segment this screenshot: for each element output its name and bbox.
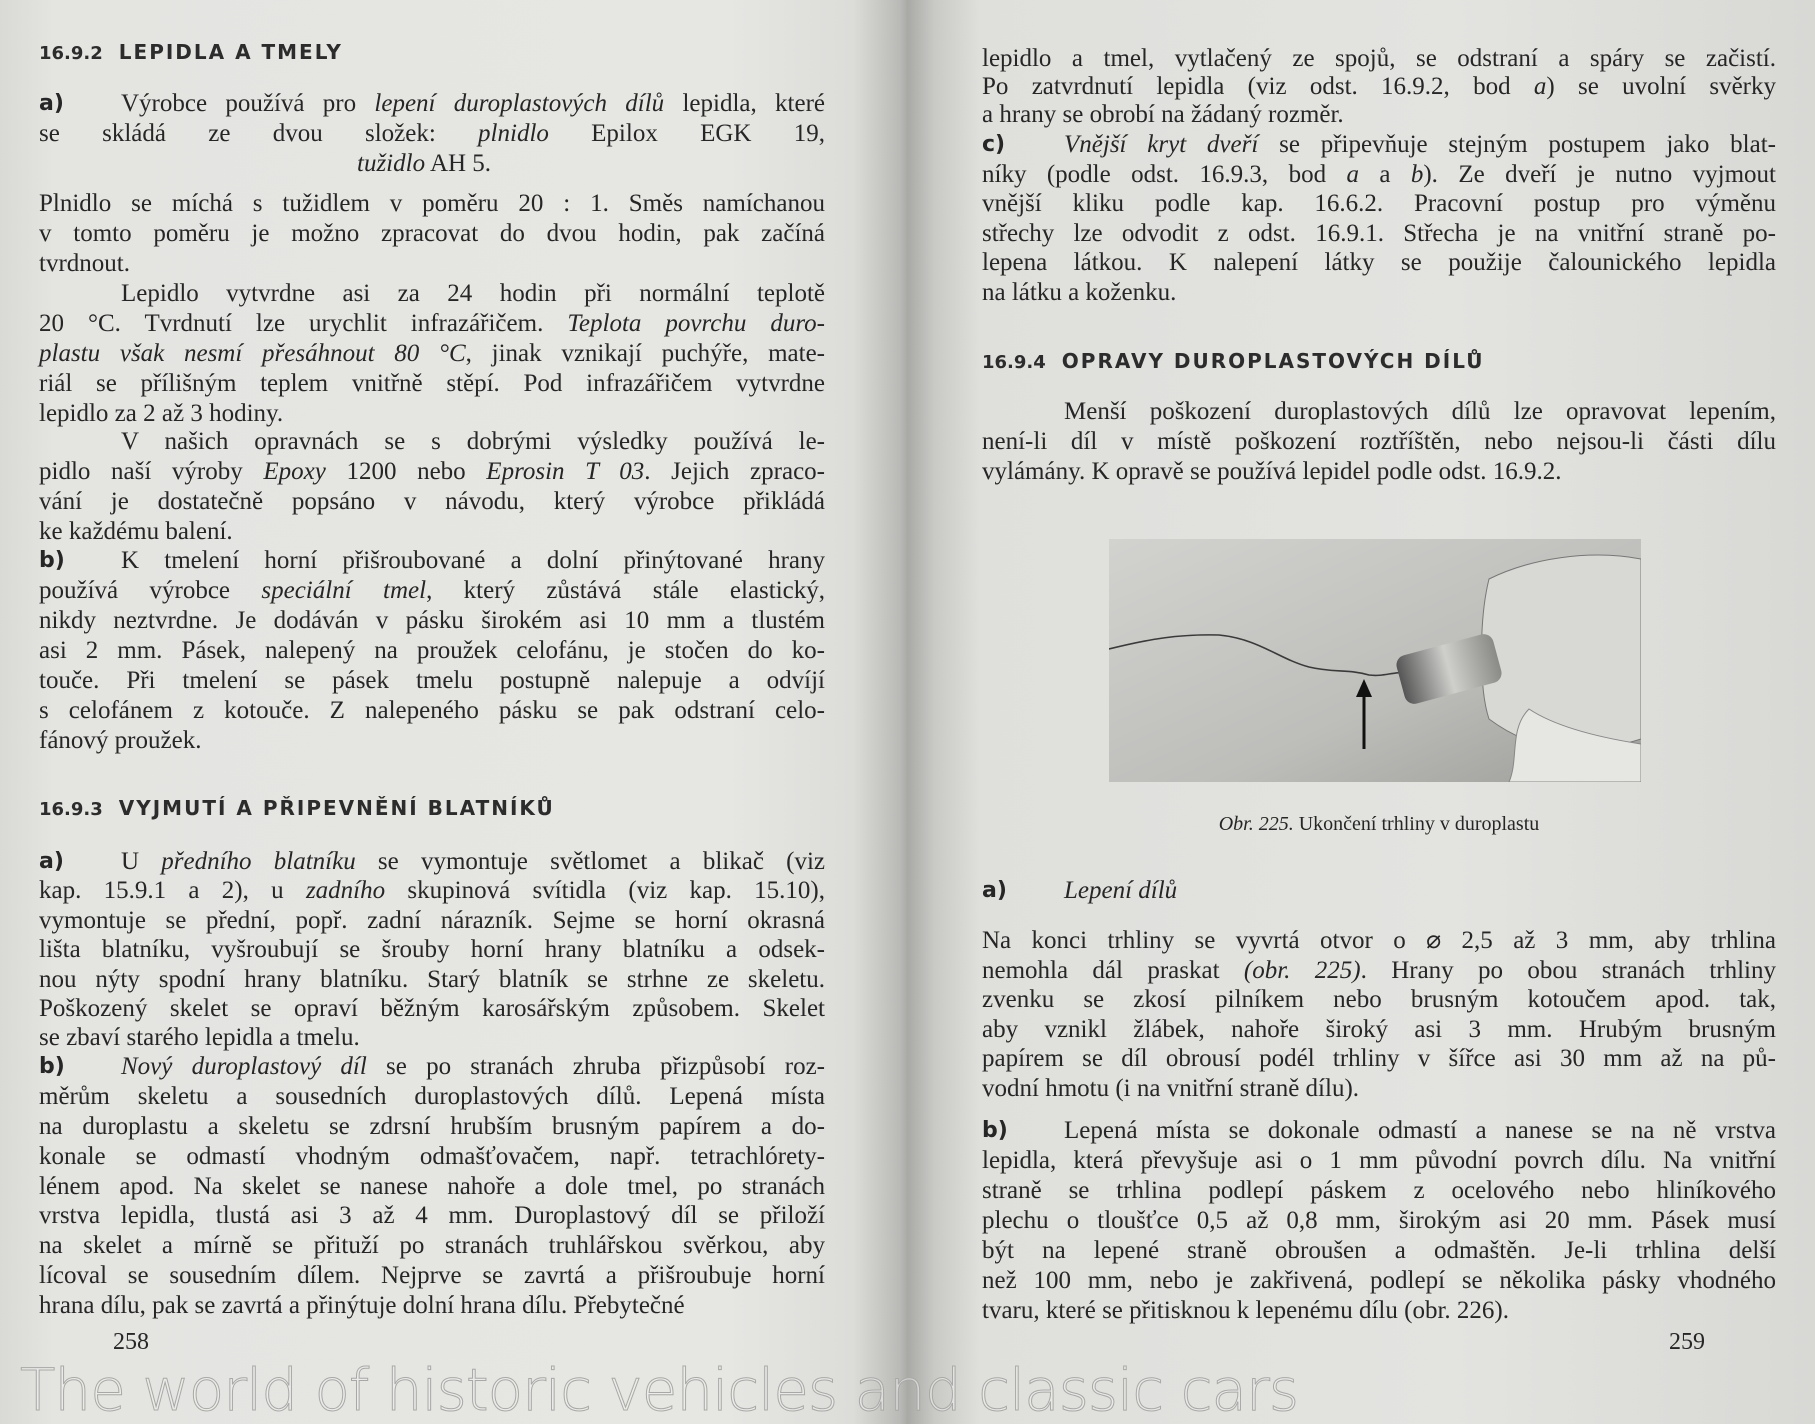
text: vání je dostatečně popsáno v návodu, který výrobce přikládá [39, 488, 825, 515]
section-heading [39, 794, 825, 822]
text-line [982, 1044, 1776, 1074]
text-line [982, 248, 1776, 278]
text-line [982, 926, 1776, 956]
text-line [39, 636, 825, 666]
text: se vymontuje světlomet a blikač (viz [355, 848, 825, 875]
text-line [39, 965, 825, 994]
text-line [39, 606, 825, 636]
section-title: OPRAVY DUROPLASTOVÝCH DÍLŮ [1061, 349, 1485, 373]
text-line [39, 487, 825, 517]
item-label: a) [39, 849, 64, 874]
text: . Jejich zpraco- [644, 458, 825, 485]
text-line [39, 935, 825, 964]
italic-text: předního blatníku [161, 848, 356, 875]
text: na skelet a mírně se přituží po stranách truhlářskou svěrkou, aby [39, 1232, 825, 1260]
text-line [39, 219, 825, 249]
text: a hrany se obrobí na žádaný rozměr. [982, 101, 1344, 128]
text: zvenku se zkosí pilníkem nebo brusným kotoučem apod. tak, [982, 986, 1776, 1014]
text-line [982, 1266, 1776, 1296]
text: se připevňuje stejným postupem jako blat- [1258, 131, 1776, 158]
paragraph [39, 279, 825, 429]
italic-text: Obr. 225. [1218, 813, 1294, 835]
text: Plnidlo se míchá s tužidlem v poměru 20 : 1. Směs namíchanou [39, 190, 825, 217]
paragraph [39, 189, 825, 279]
italic-text: Lepení dílů [1064, 877, 1178, 904]
text: pidlo naší výroby [39, 458, 264, 485]
text-line [982, 1296, 1776, 1326]
text: fánový proužek. [39, 727, 202, 754]
text: , který zůstává stále elastický, [426, 577, 826, 604]
text: níky (podle odst. 16.9.3, bod [982, 160, 1347, 188]
text: tvrdnout. [39, 250, 130, 277]
italic-text: Nový duroplastový díl [121, 1053, 367, 1080]
text-line [39, 249, 825, 279]
text: skupinová svítidla (viz kap. 15.10), [385, 877, 825, 905]
item-label: b) [982, 1118, 1008, 1143]
text: Epilox EGK 19, [548, 120, 825, 147]
italic-text: Epoxy [263, 458, 326, 485]
text: tvaru, které se přitisknou k lepenému dílu (obr. 226). [982, 1297, 1509, 1324]
text-line [982, 1074, 1776, 1104]
text: Menší poškození duroplastových dílů lze opravovat lepením, [1064, 398, 1776, 425]
paragraph [39, 847, 825, 1053]
section-number: 16.9.3 [39, 799, 103, 820]
text-line [39, 546, 825, 576]
text: Ukončení trhliny v duroplastu [1293, 813, 1540, 835]
text-line [982, 876, 1776, 906]
italic-text: Vnější kryt dveří [1064, 131, 1259, 158]
text: vymontuje se přední, popř. zadní nárazník. Sejme se horní okrasná [39, 906, 825, 934]
text-line [39, 279, 825, 309]
italic-text: plnidlo [478, 120, 549, 147]
italic-text: a [1346, 160, 1359, 188]
text: Lepidlo vytvrdne asi za 24 hodin při normální teplotě [121, 280, 825, 307]
text-line [982, 45, 1776, 73]
item-label: c) [982, 132, 1006, 157]
text-line [982, 160, 1776, 190]
text: Výrobce používá pro [121, 90, 375, 117]
text-line [39, 666, 825, 696]
text-line [39, 696, 825, 726]
text: kap. 15.9.1 a 2), u [39, 877, 306, 905]
text-line [982, 956, 1776, 986]
text-line [39, 726, 825, 756]
paragraph [39, 546, 825, 756]
text: , jinak vznikají puchýře, mate- [465, 340, 825, 367]
text: aby vznikl žlábek, nahoře široký asi 3 mm. Hrubým brusným [982, 1015, 1776, 1043]
text: používá výrobce [39, 577, 262, 604]
text-line [39, 906, 825, 935]
text: lepidlo za 2 až 3 hodiny. [39, 400, 284, 427]
paragraph [982, 397, 1776, 487]
text: plechu o tloušťce 0,5 až 0,8 mm, širokým asi 20 mm. Pásek musí [982, 1207, 1776, 1234]
text: konale se odmastí vhodným odmašťovačem, např. tetrachlórety- [39, 1142, 825, 1170]
text: hrana dílu, pak se zavrtá a přinýtuje dolní hrana dílu. Přebytečné [39, 1292, 685, 1320]
text: na látku a koženku. [982, 278, 1177, 306]
text: lénem apod. Na skelet se nanese nahoře a dole tmel, po stranách [39, 1172, 825, 1200]
paragraph [982, 1116, 1776, 1326]
text-line [982, 1116, 1776, 1146]
page-number: 259 [1669, 1329, 1705, 1355]
text-line [982, 1206, 1776, 1236]
text-line [39, 576, 825, 606]
text: vnější kliku podle kap. 16.6.2. Pracovní postup pro výměnu [982, 190, 1776, 218]
text-line [39, 1261, 825, 1291]
italic-text: a [1533, 73, 1547, 100]
text-line [39, 339, 825, 369]
text-line [982, 397, 1776, 427]
crack-drill-photo [1109, 539, 1641, 782]
italic-text: b [1410, 160, 1424, 188]
text-line [39, 369, 825, 399]
text: lícoval se sousedním dílem. Nejprve se zavrtá a přišroubuje horní [39, 1262, 825, 1290]
text: riál se přílišným teplem vnitřně stěpí. Pod infrazářičem vytvrdne [39, 370, 825, 397]
text: touče. Při tmelení se pásek tmelu postupně nalepuje a odvíjí [39, 667, 825, 694]
text: ) se uvolní svěrky [1546, 73, 1776, 100]
text-line [39, 1023, 825, 1052]
text: 1200 nebo [325, 458, 487, 485]
text: lišta blatníku, vyšroubují se šrouby horní hrany blatníku a odsek- [39, 936, 825, 964]
section-title: VYJMUTÍ A PŘIPEVNĚNÍ BLATNÍKŮ [118, 796, 555, 820]
text-line [982, 427, 1776, 457]
text: V našich opravnách se s dobrými výsledky používá le- [121, 428, 825, 455]
text-line [39, 1082, 825, 1112]
item-label: a) [982, 878, 1007, 903]
text-line [39, 1172, 825, 1202]
text-line [39, 119, 825, 149]
text: vodní hmotu (i na vnitřní straně dílu). [982, 1074, 1360, 1102]
italic-text: Teplota povrchu duro- [567, 310, 825, 337]
section-number: 16.9.4 [982, 352, 1046, 373]
text-line [982, 1176, 1776, 1206]
item-label: a) [39, 91, 64, 116]
text: AH 5. [425, 150, 492, 177]
text: měrům skeletu a sousedních duroplastových dílů. Lepená místa [39, 1082, 825, 1110]
paragraph [39, 1052, 825, 1321]
text-line [39, 189, 825, 219]
text: lepena látkou. K nalepení látky se použije čalounického lepidla [982, 249, 1776, 277]
paragraph [982, 876, 1776, 906]
text: Po zatvrdnutí lepidla (viz odst. 16.9.2, bod [982, 73, 1534, 100]
text: střechy lze odvodit z odst. 16.9.1. Střecha je na vnitřní straně po- [982, 219, 1776, 247]
text-line [982, 278, 1776, 308]
text: K tmelení horní přišroubované a dolní přinýtované hrany [121, 547, 825, 574]
text-line [982, 219, 1776, 249]
italic-text: zadního [305, 877, 386, 905]
italic-text: speciální tmel [261, 577, 427, 604]
text-line [39, 1112, 825, 1142]
text-line [39, 1231, 825, 1261]
text: s celofánem z kotouče. Z nalepeného pásku se pak odstraní celo- [39, 697, 825, 724]
text: nemohla dál praskat [982, 956, 1244, 984]
text: U [121, 848, 162, 875]
text-line [39, 876, 825, 905]
text: ). Ze dveří je nutno vyjmout [1423, 160, 1776, 188]
text: Lepená místa se dokonale odmastí a nanese se na ně vrstva [1064, 1117, 1776, 1144]
paragraph [39, 89, 825, 179]
italic-text: Eprosin T 03 [486, 458, 645, 485]
text-line [39, 1142, 825, 1172]
text: . Hrany po obou stranách trhliny [1360, 956, 1777, 984]
text-line [39, 847, 825, 876]
text: lepidla, které [664, 90, 825, 117]
text: vylámány. K opravě se používá lepidel podle odst. 16.9.2. [982, 458, 1562, 485]
page-number: 258 [113, 1329, 149, 1355]
text: se skládá ze dvou složek: [39, 120, 479, 147]
text-line [39, 1291, 825, 1321]
text-line [982, 457, 1776, 487]
text: Na konci trhliny se vyvrtá otvor o ⌀ 2,5 až 3 mm, aby trhlina [982, 927, 1776, 954]
text-line [982, 101, 1776, 129]
italic-text: plastu však nesmí přesáhnout 80 °C [39, 340, 466, 367]
paragraph [982, 45, 1776, 129]
text: asi 2 mm. Pásek, nalepený na proužek celofánu, je stočen do ko- [39, 637, 825, 664]
italic-text: (obr. 225) [1243, 956, 1361, 984]
text-line [39, 517, 825, 547]
text-line [39, 427, 825, 457]
item-label: b) [39, 1054, 65, 1079]
text: lepidla, která převyšuje asi o 1 mm původní povrch dílu. Na vnitřní [982, 1147, 1776, 1174]
section-number: 16.9.2 [39, 43, 103, 64]
paragraph [982, 926, 1776, 1104]
text-line [39, 1052, 825, 1082]
text: vrstva lepidla, tlustá asi 3 až 4 mm. Duroplastový díl se přiloží [39, 1202, 825, 1230]
text-line [39, 994, 825, 1023]
text: na duroplastu a skeletu se zdrsní hrubším brusným papírem a do- [39, 1112, 825, 1140]
text: být na lepené straně obroušen a odmaštěn. Je-li trhlina delší [982, 1237, 1776, 1264]
text: papírem se díl obrousí podél trhliny v šířce asi 30 mm až na pů- [982, 1045, 1776, 1073]
text-line [39, 457, 825, 487]
text-line [39, 1201, 825, 1231]
section-heading [39, 38, 825, 66]
drill-body [1482, 555, 1642, 749]
text: v tomto poměru je možno zpracovat do dvou hodin, pak začíná [39, 220, 825, 247]
figure-225-photo [1109, 539, 1641, 782]
text-line [39, 399, 825, 429]
text: není-li díl v místě poškození roztříštěn, nebo nejsou-li části dílu [982, 428, 1776, 455]
text-line [982, 985, 1776, 1015]
section-title: LEPIDLA A TMELY [118, 40, 343, 64]
text: se zbaví starého lepidla a tmelu. [39, 1024, 360, 1052]
text-line [982, 73, 1776, 101]
text: lepidlo a tmel, vytlačený ze spojů, se odstraní a spáry se začistí. [982, 45, 1776, 72]
text-line [982, 1146, 1776, 1176]
text: a [1358, 160, 1411, 188]
text: ke každému balení. [39, 518, 233, 545]
figure-caption [982, 811, 1776, 837]
text-line [39, 89, 825, 119]
text-line [39, 309, 825, 339]
paragraph [982, 130, 1776, 308]
text-line [39, 149, 825, 179]
text: nou nýty spodní hrany blatníku. Starý blatník se strhne ze skeletu. [39, 965, 825, 993]
text-line [982, 130, 1776, 160]
text: straně se trhlina podlepí páskem z ocelového nebo hliníkového [982, 1177, 1776, 1204]
text-line [982, 1015, 1776, 1045]
italic-text: tužidlo [357, 150, 426, 177]
text-line [982, 1236, 1776, 1266]
text: než 100 mm, nebo je zakřivená, podlepí se několika pásky vhodného [982, 1267, 1776, 1294]
watermark: The world of historic vehicles and classic cars [20, 1356, 1299, 1424]
text: nikdy neztvrdne. Je dodáván v pásku širokém asi 10 mm a tlustém [39, 607, 825, 634]
text-line [982, 189, 1776, 219]
section-heading [982, 347, 1776, 375]
left-page [39, 0, 825, 1421]
text: Poškozený skelet se opraví běžným karosářským způsobem. Skelet [39, 994, 825, 1022]
text: 20 °C. Tvrdnutí lze urychlit infrazářičem. [39, 310, 568, 337]
text: se po stranách zhruba přizpůsobí roz- [366, 1053, 826, 1080]
paragraph [39, 427, 825, 547]
item-label: b) [39, 548, 65, 573]
italic-text: lepení duroplastových dílů [374, 90, 665, 117]
